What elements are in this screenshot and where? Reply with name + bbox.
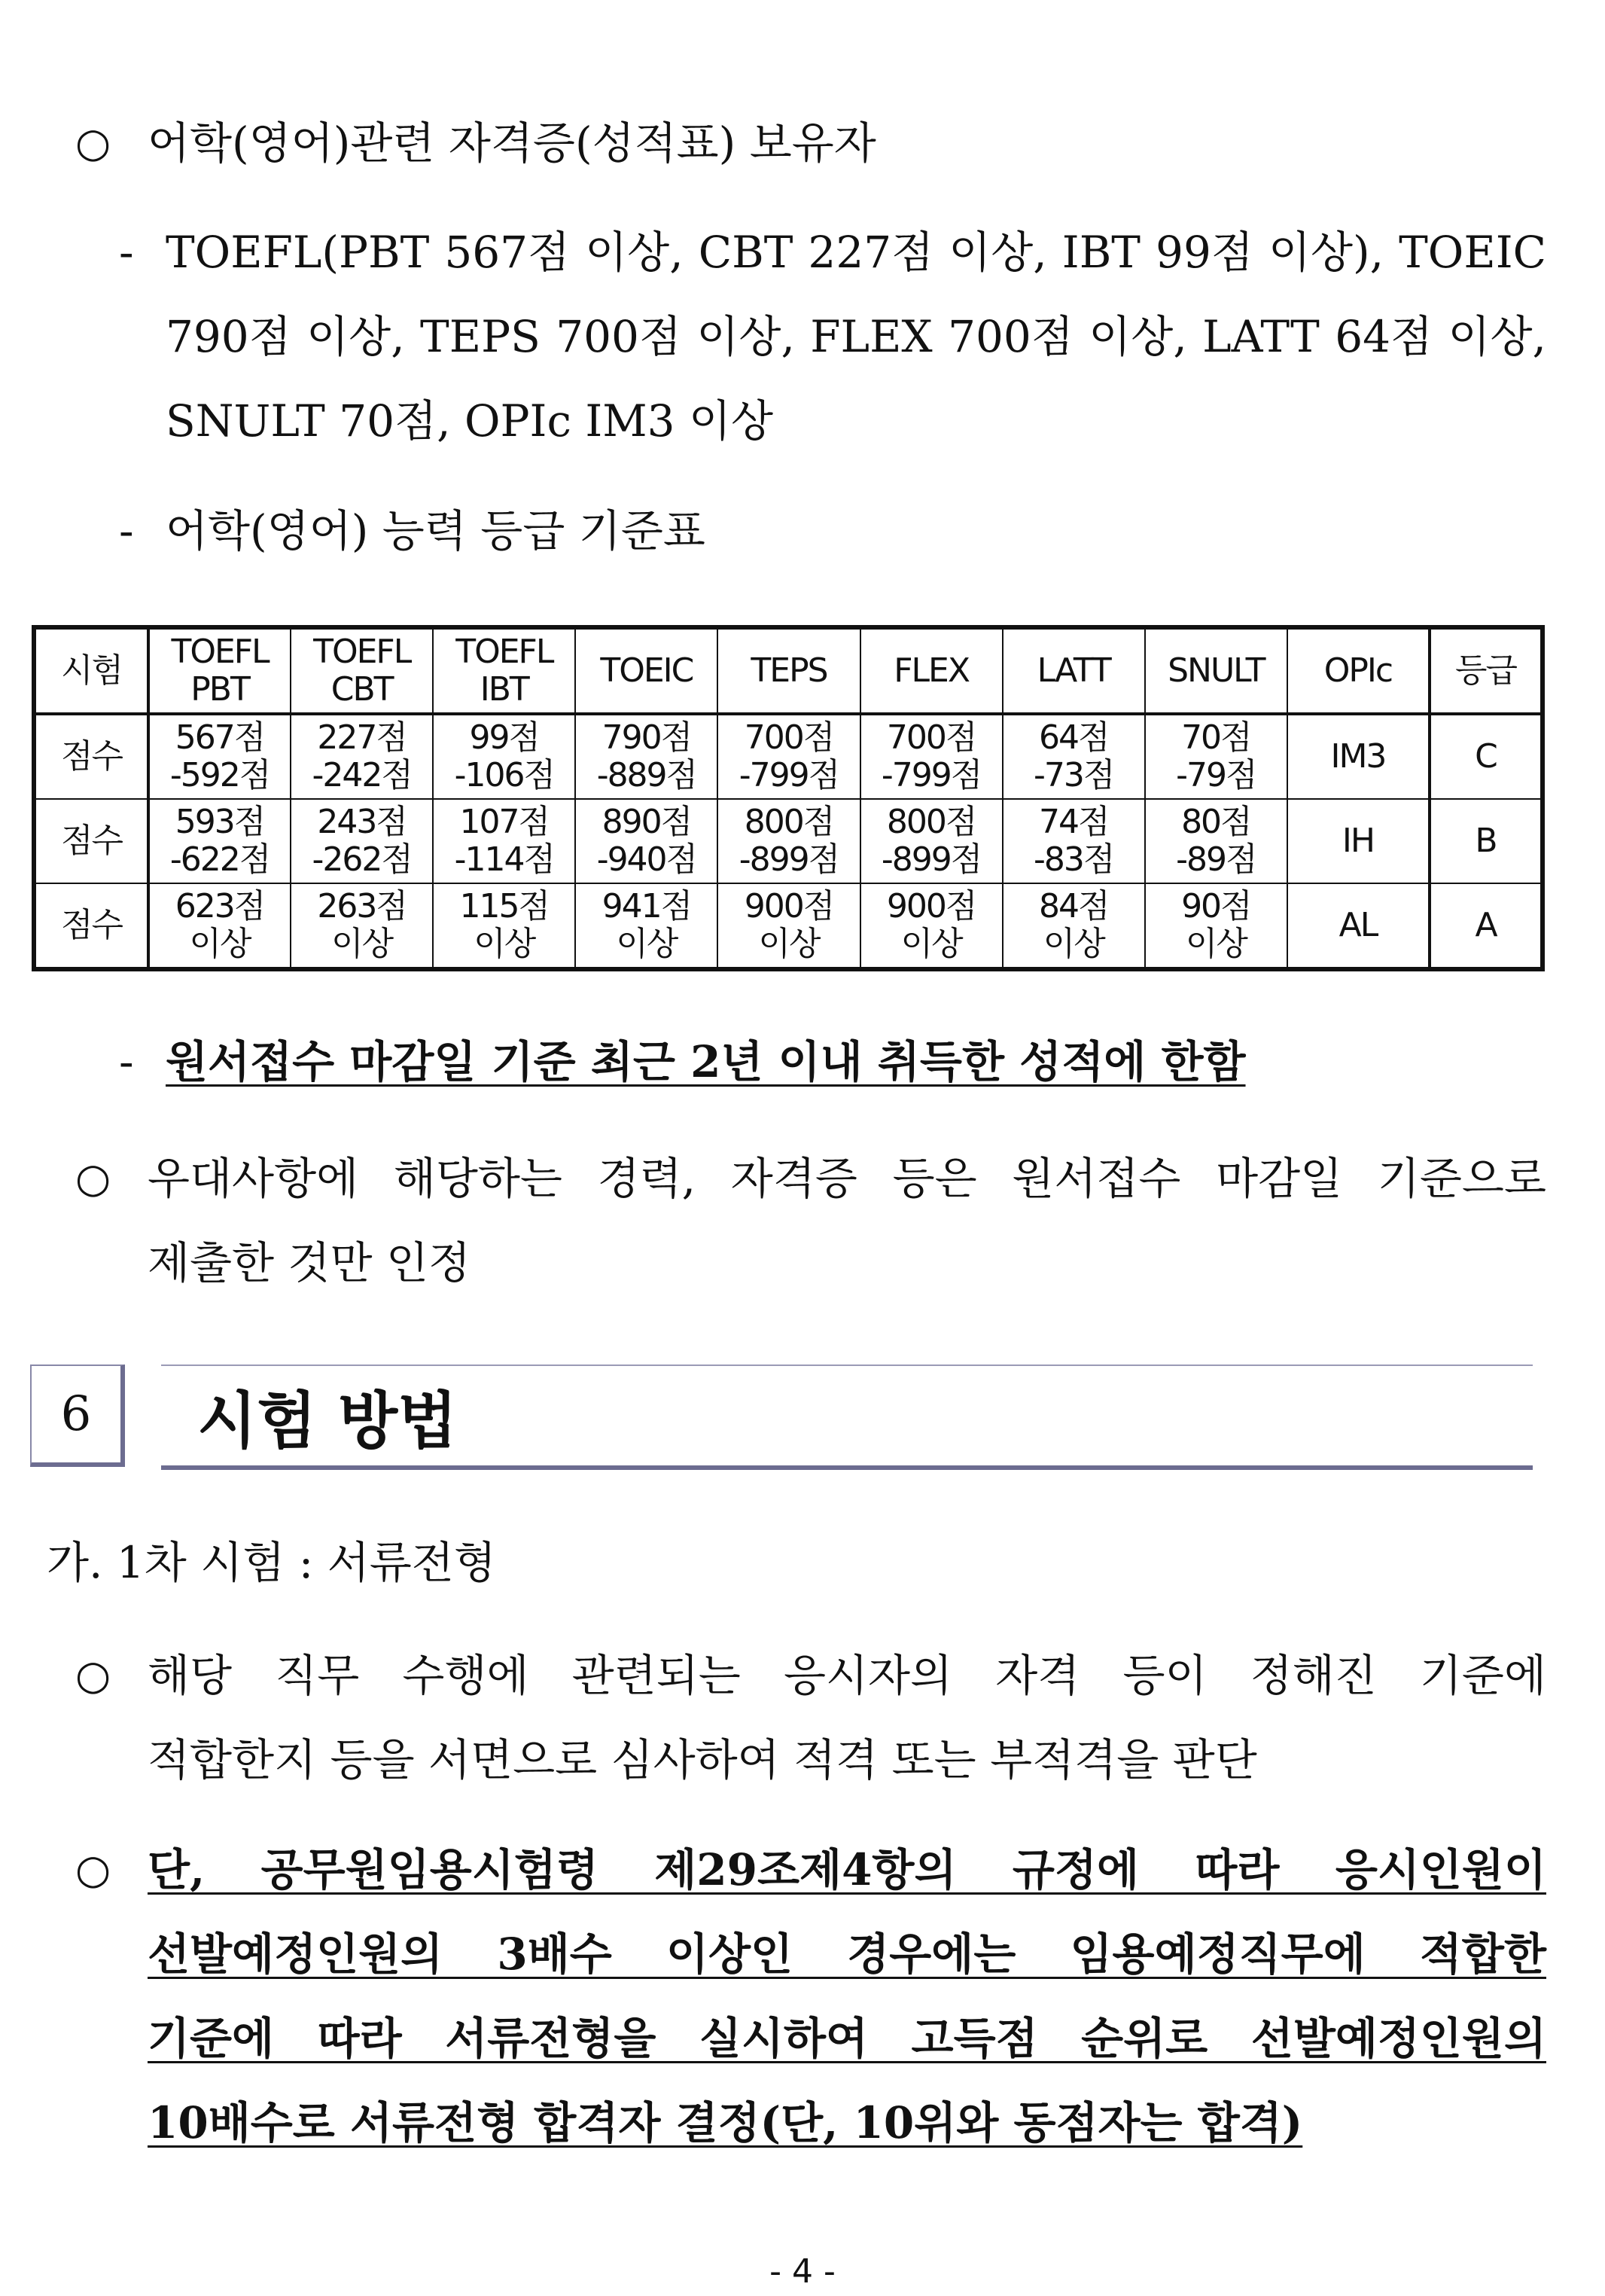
lang-heading: 어학(영어)관련 자격증(성적표) 보유자 [148, 117, 876, 169]
stage1-para1-line-2: 적합한지 등을 서면으로 심사하여 적격 또는 부적격을 판단 [148, 1734, 1257, 1785]
score-cell: IM3 [1287, 714, 1430, 799]
score-cell: 80점 -89점 [1145, 799, 1287, 883]
score-cell: 900점 이상 [717, 883, 860, 969]
table-header-cell: TEPS [717, 627, 860, 714]
table-row [34, 883, 1543, 969]
grade-cell: B [1430, 799, 1543, 883]
table-header-cell: TOEFL CBT [291, 627, 433, 714]
grade-cell: A [1430, 883, 1543, 969]
score-cell: 593점 -622점 [148, 799, 291, 883]
bullet-circle: ○ [75, 119, 111, 166]
row-label: 점수 [34, 714, 148, 799]
table-caption: 어학(영어) 능력 등급 기준표 [166, 505, 705, 556]
score-cell: 941점 이상 [575, 883, 717, 969]
score-cell: 90점 이상 [1145, 883, 1287, 969]
table-header-cell: 시험 [34, 627, 148, 714]
page-number: - 4 - [769, 2252, 836, 2291]
score-cell: 790점 -889점 [575, 714, 717, 799]
table-row [34, 714, 1543, 799]
table-header-cell: 등급 [1430, 627, 1543, 714]
score-cell: 900점 이상 [860, 883, 1003, 969]
stage1-heading: 가. 1차 시험 : 서류전형 [47, 1537, 496, 1588]
dash-marker: - [119, 1036, 134, 1087]
section-bottom-rule [161, 1465, 1533, 1470]
dash-marker: - [119, 227, 134, 278]
stage1-para2-line-2: 선발예정인원의 3배수 이상인 경우에는 임용예정직무에 적합한 [148, 1929, 1546, 1980]
preference-note-line-2: 제출한 것만 인정 [148, 1237, 471, 1288]
bullet-circle: ○ [75, 1651, 111, 1699]
score-cell: 800점 -899점 [717, 799, 860, 883]
score-cell: AL [1287, 883, 1430, 969]
score-cell: 263점 이상 [291, 883, 433, 969]
table-header-cell: LATT [1003, 627, 1145, 714]
table-header-cell: TOEFL PBT [148, 627, 291, 714]
score-cell: 99점 -106점 [433, 714, 575, 799]
row-label: 점수 [34, 799, 148, 883]
score-cell: 700점 -799점 [717, 714, 860, 799]
requirement-line-3: SNULT 70점, OPIc IM3 이상 [166, 395, 774, 447]
section-top-rule [161, 1364, 1533, 1366]
score-cell: 890점 -940점 [575, 799, 717, 883]
stage1-para2-line-4: 10배수로 서류전형 합격자 결정(단, 10위와 동점자는 합격) [148, 2097, 1303, 2148]
requirement-line-2: 790점 이상, TEPS 700점 이상, FLEX 700점 이상, LATT 64점 이상, [166, 311, 1546, 362]
table-row [34, 799, 1543, 883]
score-cell: 243점 -262점 [291, 799, 433, 883]
score-cell: 567점 -592점 [148, 714, 291, 799]
score-cell: 84점 이상 [1003, 883, 1145, 969]
table-header-cell: OPIc [1287, 627, 1430, 714]
preference-note-line-1: 우대사항에 해당하는 경력, 자격증 등은 원서접수 마감일 기준으로 [148, 1153, 1546, 1204]
score-cell: 800점 -899점 [860, 799, 1003, 883]
section-title: 시험 방법 [197, 1386, 458, 1457]
grade-table [32, 625, 1545, 971]
table-header-cell: SNULT [1145, 627, 1287, 714]
score-cell: IH [1287, 799, 1430, 883]
section-number-box: 6 [30, 1364, 125, 1467]
score-cell: 64점 -73점 [1003, 714, 1145, 799]
dash-marker: - [119, 505, 134, 556]
score-cell: 623점 이상 [148, 883, 291, 969]
table-header-cell: FLEX [860, 627, 1003, 714]
row-label: 점수 [34, 883, 148, 969]
stage1-para2-line-1: 단, 공무원임용시험령 제29조제4항의 규정에 따라 응시인원이 [148, 1844, 1546, 1895]
score-cell: 227점 -242점 [291, 714, 433, 799]
bullet-circle: ○ [75, 1846, 111, 1893]
stage1-para1-line-1: 해당 직무 수행에 관련되는 응시자의 자격 등이 정해진 기준에 [148, 1650, 1546, 1701]
table-header-cell: TOEFL IBT [433, 627, 575, 714]
table-header-cell: TOEIC [575, 627, 717, 714]
stage1-para2-line-3: 기준에 따라 서류전형을 실시하여 고득점 순위로 선발예정인원의 [148, 2013, 1546, 2064]
score-cell: 700점 -799점 [860, 714, 1003, 799]
table-header-row [34, 627, 1543, 714]
score-cell: 115점 이상 [433, 883, 575, 969]
grade-cell: C [1430, 714, 1543, 799]
score-cell: 70점 -79점 [1145, 714, 1287, 799]
score-cell: 74점 -83점 [1003, 799, 1145, 883]
score-cell: 107점 -114점 [433, 799, 575, 883]
recent-score-note: 원서접수 마감일 기준 최근 2년 이내 취득한 성적에 한함 [166, 1036, 1246, 1087]
requirement-line-1: TOEFL(PBT 567점 이상, CBT 227점 이상, IBT 99점 이상), TOEIC [166, 227, 1546, 278]
bullet-circle: ○ [75, 1154, 111, 1202]
